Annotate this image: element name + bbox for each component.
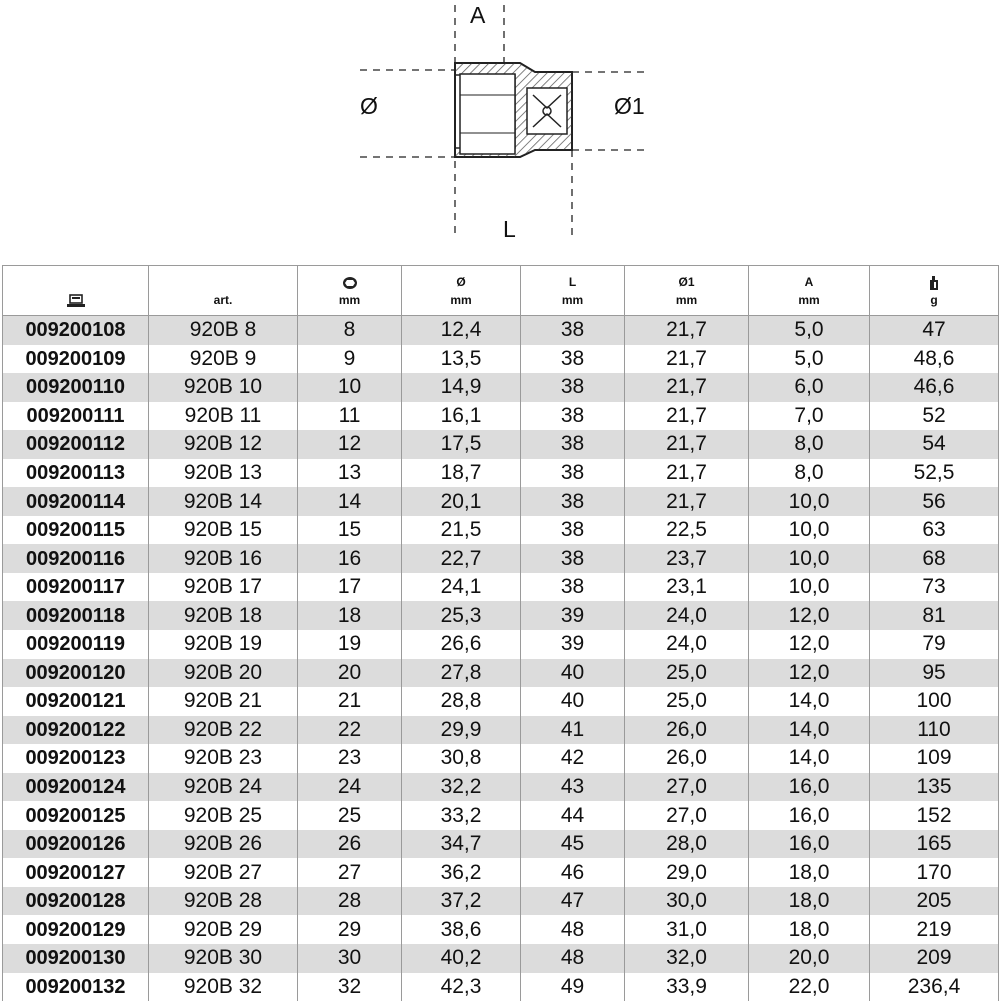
cell-a: 18,0: [749, 887, 870, 916]
cell-weight: 135: [870, 773, 999, 802]
cell-hex: 28: [298, 887, 402, 916]
cell-diameter: 12,4: [402, 316, 521, 345]
cell-art: 920B 19: [149, 630, 298, 659]
cell-weight: 109: [870, 744, 999, 773]
table-row: [3, 402, 999, 431]
dimension-length-label: L: [503, 216, 516, 243]
cell-hex: 11: [298, 402, 402, 431]
cell-code: 009200117: [3, 573, 149, 602]
cell-hex: 14: [298, 487, 402, 516]
cell-diameter: 20,1: [402, 487, 521, 516]
cell-a: 10,0: [749, 516, 870, 545]
cell-hex: 32: [298, 973, 402, 1001]
cell-diameter1: 33,9: [625, 973, 749, 1001]
cell-weight: 46,6: [870, 373, 999, 402]
cell-diameter1: 25,0: [625, 659, 749, 688]
socket-cross-section: [0, 0, 1000, 262]
header-length: [521, 266, 625, 316]
cell-diameter: 42,3: [402, 973, 521, 1001]
cell-hex: 22: [298, 716, 402, 745]
cell-diameter1: 21,7: [625, 487, 749, 516]
cell-diameter: 34,7: [402, 830, 521, 859]
cell-length: 48: [521, 915, 625, 944]
cell-code: 009200123: [3, 744, 149, 773]
cell-diameter1: 21,7: [625, 373, 749, 402]
cell-diameter1: 24,0: [625, 630, 749, 659]
cell-length: 39: [521, 630, 625, 659]
cell-length: 38: [521, 316, 625, 345]
table-row: [3, 915, 999, 944]
cell-a: 10,0: [749, 544, 870, 573]
cell-diameter1: 24,0: [625, 601, 749, 630]
cell-a: 14,0: [749, 744, 870, 773]
cell-a: 18,0: [749, 858, 870, 887]
table-row: [3, 659, 999, 688]
cell-art: 920B 21: [149, 687, 298, 716]
cell-code: 009200124: [3, 773, 149, 802]
cell-length: 41: [521, 716, 625, 745]
cell-length: 47: [521, 887, 625, 916]
cell-hex: 30: [298, 944, 402, 973]
cell-code: 009200126: [3, 830, 149, 859]
cell-art: 920B 24: [149, 773, 298, 802]
cell-code: 009200119: [3, 630, 149, 659]
technical-drawing: [0, 0, 1000, 262]
table-row: [3, 830, 999, 859]
cell-diameter1: 32,0: [625, 944, 749, 973]
header-length-unit: mm: [562, 293, 583, 307]
header-diameter-symbol: Ø: [402, 273, 520, 291]
cell-diameter: 40,2: [402, 944, 521, 973]
cell-weight: 110: [870, 716, 999, 745]
table-row: [3, 573, 999, 602]
cell-art: 920B 10: [149, 373, 298, 402]
cell-weight: 52: [870, 402, 999, 431]
cell-diameter1: 26,0: [625, 716, 749, 745]
cell-diameter: 21,5: [402, 516, 521, 545]
cell-art: 920B 16: [149, 544, 298, 573]
cell-length: 46: [521, 858, 625, 887]
cell-a: 8,0: [749, 459, 870, 488]
header-length-symbol: L: [521, 273, 624, 291]
cell-art: 920B 25: [149, 801, 298, 830]
cell-art: 920B 32: [149, 973, 298, 1001]
cell-weight: 79: [870, 630, 999, 659]
header-code: [3, 266, 149, 316]
cell-length: 38: [521, 345, 625, 374]
cell-art: 920B 18: [149, 601, 298, 630]
cell-code: 009200108: [3, 316, 149, 345]
table-row: [3, 744, 999, 773]
cell-length: 39: [521, 601, 625, 630]
cell-hex: 25: [298, 801, 402, 830]
table-row: [3, 887, 999, 916]
cell-a: 5,0: [749, 316, 870, 345]
cell-weight: 73: [870, 573, 999, 602]
cell-weight: 81: [870, 601, 999, 630]
table-row: [3, 858, 999, 887]
header-hex-unit: mm: [339, 293, 360, 307]
cell-a: 18,0: [749, 915, 870, 944]
cell-a: 22,0: [749, 973, 870, 1001]
cell-a: 12,0: [749, 630, 870, 659]
dimension-diameter1-label: Ø1: [614, 93, 645, 120]
cell-code: 009200111: [3, 402, 149, 431]
cell-weight: 219: [870, 915, 999, 944]
cell-diameter1: 21,7: [625, 430, 749, 459]
cell-art: 920B 29: [149, 915, 298, 944]
cell-code: 009200128: [3, 887, 149, 916]
header-diameter-unit: mm: [450, 293, 471, 307]
table-row: [3, 459, 999, 488]
cell-hex: 8: [298, 316, 402, 345]
cell-diameter: 37,2: [402, 887, 521, 916]
cell-diameter1: 23,1: [625, 573, 749, 602]
cell-length: 40: [521, 659, 625, 688]
header-art: [149, 266, 298, 316]
cell-art: 920B 22: [149, 716, 298, 745]
specification-table: [2, 265, 999, 1001]
cell-diameter1: 29,0: [625, 858, 749, 887]
cell-code: 009200116: [3, 544, 149, 573]
cell-length: 38: [521, 573, 625, 602]
cell-a: 8,0: [749, 430, 870, 459]
cell-a: 16,0: [749, 801, 870, 830]
cell-a: 12,0: [749, 601, 870, 630]
cell-length: 38: [521, 402, 625, 431]
cell-art: 920B 28: [149, 887, 298, 916]
cell-a: 14,0: [749, 687, 870, 716]
cell-length: 45: [521, 830, 625, 859]
cell-length: 38: [521, 516, 625, 545]
cell-code: 009200120: [3, 659, 149, 688]
cell-diameter: 22,7: [402, 544, 521, 573]
cell-a: 12,0: [749, 659, 870, 688]
cell-hex: 15: [298, 516, 402, 545]
cell-weight: 205: [870, 887, 999, 916]
cell-weight: 56: [870, 487, 999, 516]
cell-diameter: 33,2: [402, 801, 521, 830]
cell-a: 7,0: [749, 402, 870, 431]
cell-length: 44: [521, 801, 625, 830]
cell-weight: 100: [870, 687, 999, 716]
cell-diameter: 30,8: [402, 744, 521, 773]
cell-a: 16,0: [749, 773, 870, 802]
cell-weight: 95: [870, 659, 999, 688]
cell-diameter: 26,6: [402, 630, 521, 659]
cell-weight: 236,4: [870, 973, 999, 1001]
header-diameter: [402, 266, 521, 316]
cell-code: 009200125: [3, 801, 149, 830]
cell-diameter1: 28,0: [625, 830, 749, 859]
table-row: [3, 601, 999, 630]
cell-code: 009200122: [3, 716, 149, 745]
cell-art: 920B 20: [149, 659, 298, 688]
cell-art: 920B 9: [149, 345, 298, 374]
cell-weight: 209: [870, 944, 999, 973]
table-row: [3, 973, 999, 1001]
cell-hex: 26: [298, 830, 402, 859]
cell-hex: 24: [298, 773, 402, 802]
cell-length: 38: [521, 430, 625, 459]
cell-code: 009200114: [3, 487, 149, 516]
cell-diameter: 14,9: [402, 373, 521, 402]
cell-code: 009200121: [3, 687, 149, 716]
table-row: [3, 544, 999, 573]
header-diameter1-unit: mm: [676, 293, 697, 307]
cell-hex: 21: [298, 687, 402, 716]
cell-code: 009200109: [3, 345, 149, 374]
cell-a: 5,0: [749, 345, 870, 374]
header-weight: [870, 266, 999, 316]
cell-hex: 16: [298, 544, 402, 573]
table-row: [3, 630, 999, 659]
cell-hex: 20: [298, 659, 402, 688]
cell-art: 920B 23: [149, 744, 298, 773]
cell-hex: 9: [298, 345, 402, 374]
cell-art: 920B 26: [149, 830, 298, 859]
cell-weight: 52,5: [870, 459, 999, 488]
header-a-unit: mm: [798, 293, 819, 307]
table-row: [3, 716, 999, 745]
cell-hex: 29: [298, 915, 402, 944]
cell-length: 40: [521, 687, 625, 716]
cell-hex: 13: [298, 459, 402, 488]
header-a-symbol: A: [749, 273, 869, 291]
table-row: [3, 773, 999, 802]
cell-diameter: 25,3: [402, 601, 521, 630]
cell-weight: 48,6: [870, 345, 999, 374]
table-body: [3, 316, 999, 1001]
cell-code: 009200132: [3, 973, 149, 1001]
cell-hex: 27: [298, 858, 402, 887]
header-diameter1: [625, 266, 749, 316]
cell-length: 49: [521, 973, 625, 1001]
header-art-label: art.: [214, 293, 233, 307]
cell-code: 009200127: [3, 858, 149, 887]
cell-length: 42: [521, 744, 625, 773]
cell-a: 16,0: [749, 830, 870, 859]
cell-hex: 12: [298, 430, 402, 459]
cell-diameter: 36,2: [402, 858, 521, 887]
table-row: [3, 516, 999, 545]
table-row: [3, 687, 999, 716]
cell-diameter: 28,8: [402, 687, 521, 716]
header-hex: [298, 266, 402, 316]
cell-code: 009200112: [3, 430, 149, 459]
cell-diameter1: 21,7: [625, 459, 749, 488]
cell-art: 920B 13: [149, 459, 298, 488]
cell-diameter1: 27,0: [625, 801, 749, 830]
cell-diameter1: 26,0: [625, 744, 749, 773]
table-row: [3, 373, 999, 402]
cell-art: 920B 14: [149, 487, 298, 516]
cell-code: 009200113: [3, 459, 149, 488]
cell-art: 920B 30: [149, 944, 298, 973]
cell-weight: 63: [870, 516, 999, 545]
cell-code: 009200129: [3, 915, 149, 944]
cell-a: 20,0: [749, 944, 870, 973]
header-diameter1-symbol: Ø1: [625, 273, 748, 291]
table-row: [3, 801, 999, 830]
cell-length: 38: [521, 487, 625, 516]
cell-a: 6,0: [749, 373, 870, 402]
cell-diameter1: 30,0: [625, 887, 749, 916]
cell-a: 10,0: [749, 573, 870, 602]
cell-diameter1: 22,5: [625, 516, 749, 545]
dimension-a-label: A: [470, 2, 485, 29]
cell-diameter: 18,7: [402, 459, 521, 488]
table-row: [3, 487, 999, 516]
cell-diameter: 13,5: [402, 345, 521, 374]
cell-art: 920B 27: [149, 858, 298, 887]
cell-hex: 19: [298, 630, 402, 659]
cell-art: 920B 11: [149, 402, 298, 431]
cell-diameter: 38,6: [402, 915, 521, 944]
cell-diameter: 27,8: [402, 659, 521, 688]
table-row: [3, 944, 999, 973]
cell-weight: 54: [870, 430, 999, 459]
cell-weight: 68: [870, 544, 999, 573]
cell-length: 43: [521, 773, 625, 802]
header-a: [749, 266, 870, 316]
cell-length: 38: [521, 459, 625, 488]
cell-art: 920B 8: [149, 316, 298, 345]
cell-weight: 165: [870, 830, 999, 859]
cell-code: 009200118: [3, 601, 149, 630]
cell-art: 920B 12: [149, 430, 298, 459]
cell-code: 009200110: [3, 373, 149, 402]
cell-a: 10,0: [749, 487, 870, 516]
cell-diameter1: 23,7: [625, 544, 749, 573]
cell-diameter: 17,5: [402, 430, 521, 459]
cell-diameter: 16,1: [402, 402, 521, 431]
cell-diameter1: 27,0: [625, 773, 749, 802]
cell-code: 009200115: [3, 516, 149, 545]
cell-diameter: 32,2: [402, 773, 521, 802]
cell-art: 920B 17: [149, 573, 298, 602]
cell-diameter1: 25,0: [625, 687, 749, 716]
cell-diameter1: 21,7: [625, 402, 749, 431]
table-row: [3, 430, 999, 459]
cell-hex: 17: [298, 573, 402, 602]
cell-weight: 170: [870, 858, 999, 887]
hex-socket-icon: [342, 276, 358, 290]
code-icon: [67, 294, 85, 308]
cell-diameter: 29,9: [402, 716, 521, 745]
cell-length: 38: [521, 544, 625, 573]
table-row: [3, 316, 999, 345]
cell-length: 48: [521, 944, 625, 973]
cell-hex: 10: [298, 373, 402, 402]
weight-icon: [928, 276, 940, 290]
cell-art: 920B 15: [149, 516, 298, 545]
table-header-row: [3, 266, 999, 316]
cell-weight: 152: [870, 801, 999, 830]
header-weight-unit: g: [930, 293, 937, 307]
cell-code: 009200130: [3, 944, 149, 973]
dimension-diameter-label: Ø: [360, 93, 378, 120]
cell-diameter1: 31,0: [625, 915, 749, 944]
cell-a: 14,0: [749, 716, 870, 745]
cell-hex: 23: [298, 744, 402, 773]
cell-hex: 18: [298, 601, 402, 630]
cell-weight: 47: [870, 316, 999, 345]
cell-length: 38: [521, 373, 625, 402]
cell-diameter: 24,1: [402, 573, 521, 602]
cell-diameter1: 21,7: [625, 316, 749, 345]
table-row: [3, 345, 999, 374]
cell-diameter1: 21,7: [625, 345, 749, 374]
